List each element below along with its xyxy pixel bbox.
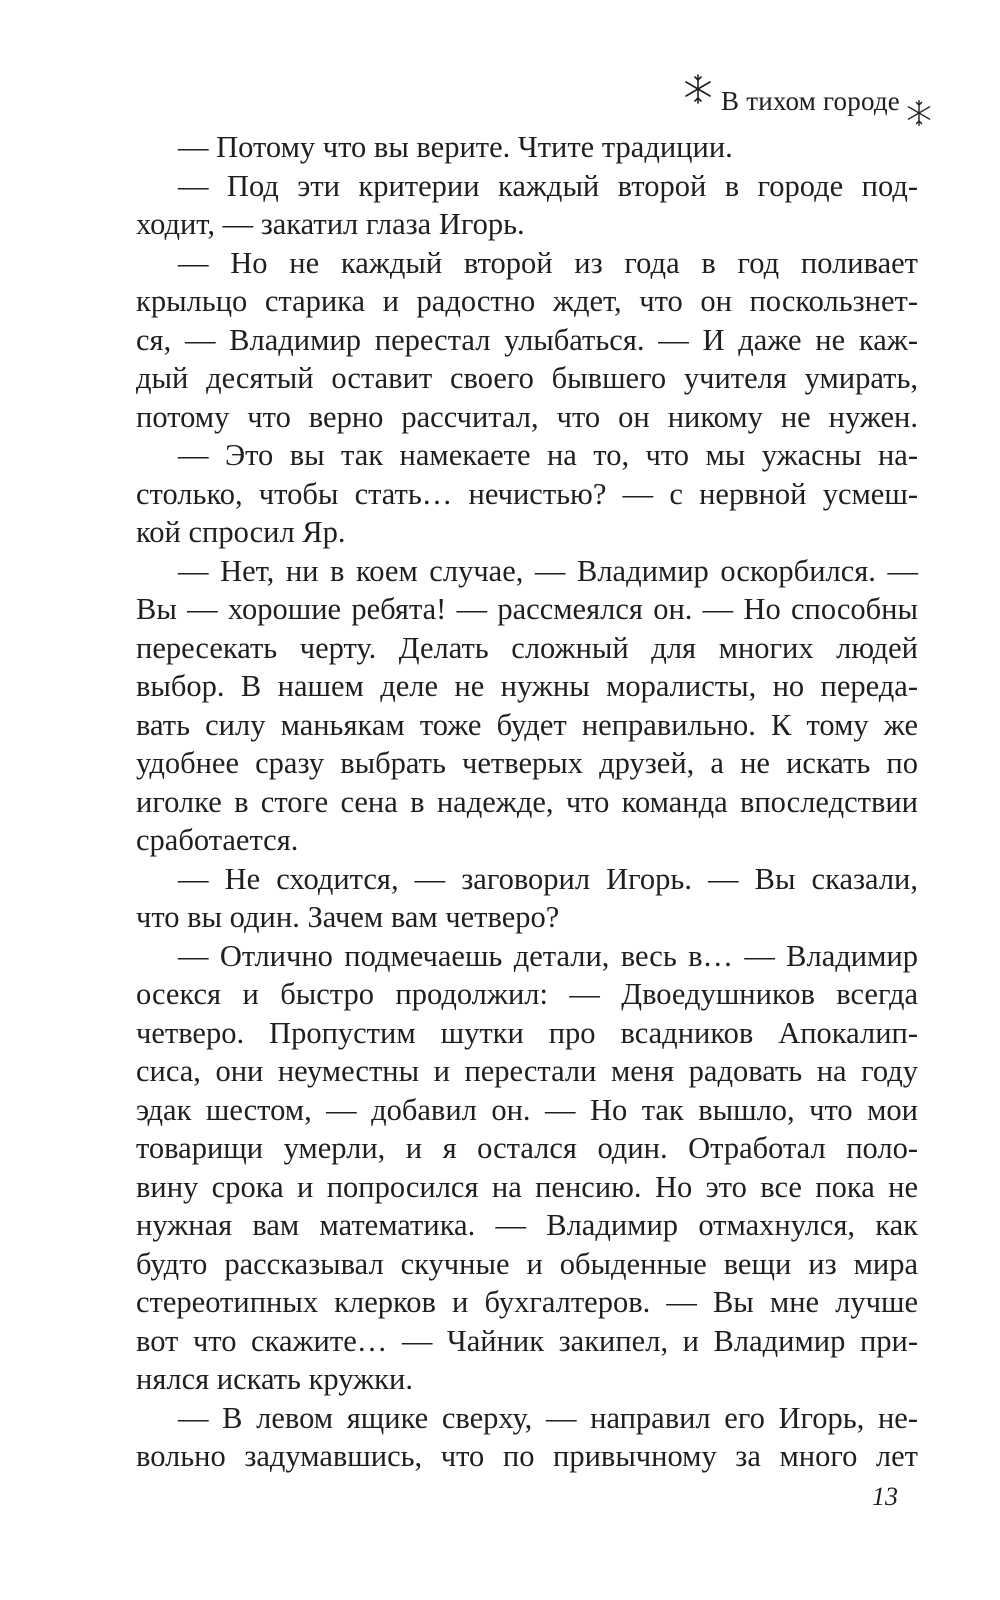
body-text bbox=[136, 128, 918, 1476]
text-line: выбор. В нашем деле не нужны моралисты, но переда- bbox=[136, 669, 918, 703]
text-line: — В левом ящике сверху, — направил его Игорь, не- bbox=[178, 1400, 918, 1435]
running-header-title: В тихом городе bbox=[721, 86, 900, 116]
text-line: что вы один. Зачем вам четверо? bbox=[136, 900, 560, 934]
text-line: сиса, они неуместны и перестали меня радовать на году bbox=[136, 1054, 918, 1088]
text-line: вину срока и попросился на пенсию. Но это все пока не bbox=[136, 1169, 918, 1204]
text-line: вать силу маньякам тоже будет неправильно. К тому же bbox=[136, 707, 918, 742]
text-line: удобнее сразу выбрать четверых друзей, а не искать по bbox=[136, 746, 918, 780]
text-line: пересекать черту. Делать сложный для многих людей bbox=[136, 630, 918, 665]
text-line: товарищи умерли, и я остался один. Отработал поло- bbox=[136, 1131, 918, 1165]
text-line: — Нет, ни в коем случае, — Владимир оскорбился. — bbox=[178, 553, 918, 588]
text-line: ходит, — закатил глаза Игорь. bbox=[136, 207, 525, 241]
text-line: иголке в стоге сена в надежде, что команда впоследствии bbox=[136, 784, 918, 819]
text-line: — Отлично подмечаешь детали, весь в… — Владимир bbox=[178, 938, 918, 973]
text-line: дый десятый оставит своего бывшего учителя умирать, bbox=[136, 361, 918, 395]
text-line: — Под эти критерии каждый второй в городе под- bbox=[178, 168, 918, 203]
text-line: — Но не каждый второй из года в год поливает bbox=[178, 245, 918, 280]
text-line: осекся и быстро продолжил: — Двоедушников всегда bbox=[136, 977, 918, 1011]
text-line: ся, — Владимир перестал улыбаться. — И даже не каж- bbox=[136, 322, 918, 357]
text-line: вот что скажите… — Чайник закипел, и Владимир при- bbox=[136, 1323, 918, 1358]
text-line: потому что верно рассчитал, что он никому не нужен. bbox=[136, 399, 918, 434]
text-line: — Потому что вы верите. Чтите традиции. bbox=[178, 130, 733, 164]
text-line: нялся искать кружки. bbox=[136, 1362, 413, 1396]
text-line: нужная вам математика. — Владимир отмахнулся, как bbox=[136, 1208, 918, 1242]
text-line: столько, чтобы стать… нечистью? — с нервной усмеш- bbox=[136, 476, 918, 511]
running-header bbox=[681, 70, 938, 130]
text-line: сработается. bbox=[136, 823, 299, 857]
text-line: четверо. Пропустим шутки про всадников Апокалип- bbox=[136, 1015, 918, 1050]
text-line: вольно задумавшись, что по привычному за много лет bbox=[136, 1439, 918, 1473]
text-line: будто рассказывал скучные и обыденные вещи из мира bbox=[136, 1246, 918, 1281]
snowflake-icon bbox=[904, 98, 938, 132]
text-line: эдак шестом, — добавил он. — Но так вышло, что мои bbox=[136, 1092, 918, 1127]
text-line: Вы — хорошие ребята! — рассмеялся он. — Но способны bbox=[136, 592, 918, 626]
text-line: — Это вы так намекаете на то, что мы ужасны на- bbox=[178, 438, 918, 472]
page-number: 13 bbox=[872, 1482, 898, 1511]
text-line: крыльцо старика и радостно ждет, что он поскользнет- bbox=[136, 284, 918, 318]
snowflake-icon bbox=[681, 72, 715, 106]
text-line: — Не сходится, — заговорил Игорь. — Вы сказали, bbox=[178, 861, 918, 896]
text-line: стереотипных клерков и бухгалтеров. — Вы мне лучше bbox=[136, 1285, 918, 1319]
text-line: кой спросил Яр. bbox=[136, 515, 346, 549]
